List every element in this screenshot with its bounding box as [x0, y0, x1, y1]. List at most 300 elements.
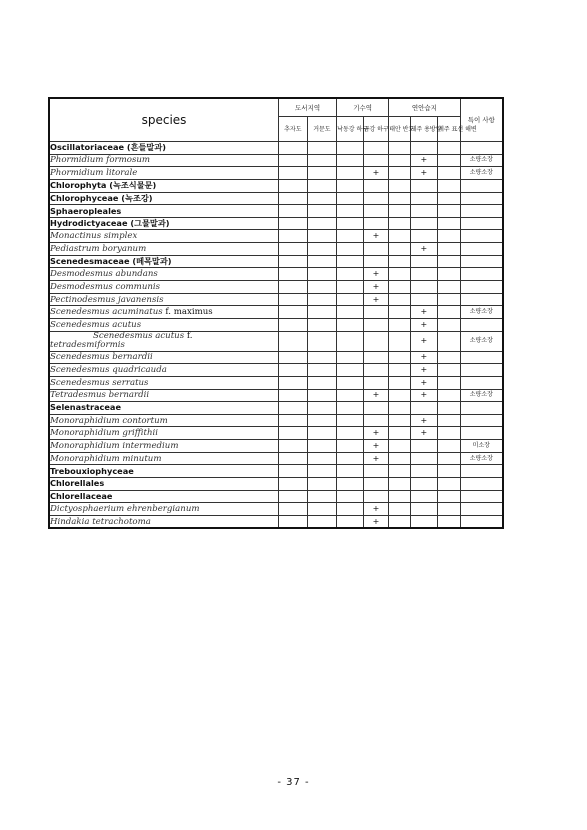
occurrence-cell — [307, 414, 337, 427]
occurrence-cell — [438, 293, 460, 306]
occurrence-cell — [337, 440, 364, 453]
occurrence-cell — [410, 230, 438, 243]
occurrence-cell — [307, 331, 337, 351]
occurrence-cell — [438, 167, 460, 180]
group-header-islands: 도서지역 — [279, 98, 337, 117]
occurrence-cell — [438, 427, 460, 440]
note-cell — [460, 402, 503, 415]
occurrence-cell — [438, 281, 460, 294]
occurrence-cell — [279, 376, 308, 389]
note-cell: 미소장 — [460, 440, 503, 453]
occurrence-cell — [438, 154, 460, 167]
occurrence-cell — [410, 217, 438, 230]
note-cell — [460, 281, 503, 294]
occurrence-cell — [410, 142, 438, 155]
table-row — [49, 465, 503, 478]
occurrence-cell — [410, 478, 438, 491]
occurrence-cell: + — [363, 452, 389, 465]
occurrence-cell — [337, 192, 364, 205]
occurrence-cell — [438, 205, 460, 218]
occurrence-cell — [363, 318, 389, 331]
occurrence-cell: + — [410, 376, 438, 389]
occurrence-cell — [279, 515, 308, 528]
occurrence-cell — [307, 293, 337, 306]
note-cell — [460, 243, 503, 256]
occurrence-cell — [363, 243, 389, 256]
occurrence-cell — [363, 364, 389, 377]
note-cell: 소량소장 — [460, 331, 503, 351]
taxon-name: Scenedesmus acuminatus — [50, 307, 163, 318]
occurrence-cell: + — [410, 318, 438, 331]
occurrence-cell — [438, 192, 460, 205]
note-cell: 소량소장 — [460, 154, 503, 167]
table-row — [49, 142, 503, 155]
occurrence-cell: + — [363, 167, 389, 180]
occurrence-cell — [307, 142, 337, 155]
taxon-group-name — [49, 217, 279, 230]
taxon-name: Phormidium formosum — [50, 155, 151, 166]
occurrence-cell — [389, 515, 410, 528]
occurrence-cell — [363, 490, 389, 503]
occurrence-cell — [337, 389, 364, 402]
occurrence-cell — [279, 490, 308, 503]
table-row — [49, 306, 503, 319]
occurrence-cell — [363, 351, 389, 364]
occurrence-cell — [279, 167, 308, 180]
species-name — [49, 452, 279, 465]
occurrence-cell — [363, 414, 389, 427]
taxon-name: Monoraphidium intermedium — [50, 440, 179, 451]
species-name — [49, 515, 279, 528]
note-cell — [460, 364, 503, 377]
occurrence-cell — [389, 452, 410, 465]
occurrence-cell — [337, 465, 364, 478]
occurrence-cell: + — [410, 331, 438, 351]
occurrence-cell — [337, 268, 364, 281]
species-occurrence-table — [48, 97, 504, 529]
species-name — [49, 376, 279, 389]
table-row — [49, 154, 503, 167]
taxon-name: Chlorellales — [50, 478, 105, 489]
occurrence-cell — [337, 376, 364, 389]
species-name — [49, 440, 279, 453]
site-header-jeju-yongbang: 제주 용방앞 — [410, 117, 438, 142]
taxon-name: Monoraphidium contortum — [50, 415, 168, 426]
taxon-name: Monoraphidium griffithii — [50, 428, 159, 439]
taxon-group-name — [49, 192, 279, 205]
occurrence-cell — [410, 281, 438, 294]
occurrence-cell — [307, 318, 337, 331]
note-cell — [460, 515, 503, 528]
occurrence-cell — [410, 402, 438, 415]
taxon-name: Desmodesmus communis — [50, 281, 161, 292]
occurrence-cell — [410, 268, 438, 281]
occurrence-cell — [279, 414, 308, 427]
table-row — [49, 440, 503, 453]
taxon-name: Dictyosphaerium ehrenbergianum — [50, 504, 200, 515]
occurrence-cell — [389, 179, 410, 192]
occurrence-cell — [279, 142, 308, 155]
table-row — [49, 293, 503, 306]
occurrence-cell — [410, 490, 438, 503]
note-cell — [460, 427, 503, 440]
occurrence-cell — [307, 167, 337, 180]
occurrence-cell — [389, 205, 410, 218]
occurrence-cell — [438, 465, 460, 478]
occurrence-cell — [438, 515, 460, 528]
occurrence-cell — [438, 440, 460, 453]
occurrence-cell — [438, 179, 460, 192]
taxon-name: Sphaeropleales — [50, 205, 122, 216]
table-row — [49, 179, 503, 192]
occurrence-cell — [337, 427, 364, 440]
taxon-name: Pectinodesmus javanensis — [50, 294, 164, 305]
occurrence-cell — [438, 389, 460, 402]
occurrence-cell — [279, 364, 308, 377]
taxon-name: Desmodesmus abundans — [50, 269, 158, 280]
taxon-name: Chlorellaceae — [50, 490, 113, 501]
occurrence-cell — [307, 503, 337, 516]
table-row — [49, 205, 503, 218]
occurrence-cell — [389, 230, 410, 243]
occurrence-cell — [337, 318, 364, 331]
taxon-group-name — [49, 490, 279, 503]
occurrence-cell — [410, 255, 438, 268]
occurrence-cell — [389, 351, 410, 364]
occurrence-cell — [438, 414, 460, 427]
occurrence-cell — [389, 376, 410, 389]
note-cell — [460, 465, 503, 478]
taxon-name: Chlorophyceae (녹조강) — [50, 192, 153, 203]
occurrence-cell — [363, 205, 389, 218]
occurrence-cell — [307, 217, 337, 230]
note-cell — [460, 255, 503, 268]
taxon-name: Hindakia tetrachotoma — [50, 516, 151, 527]
occurrence-cell — [438, 306, 460, 319]
species-name — [49, 331, 279, 351]
species-name — [49, 427, 279, 440]
occurrence-cell — [337, 331, 364, 351]
occurrence-cell — [410, 293, 438, 306]
species-name — [49, 414, 279, 427]
occurrence-cell — [389, 192, 410, 205]
occurrence-cell — [438, 351, 460, 364]
occurrence-cell — [307, 179, 337, 192]
occurrence-cell — [307, 478, 337, 491]
occurrence-cell — [410, 515, 438, 528]
taxon-group-name — [49, 402, 279, 415]
occurrence-cell — [337, 364, 364, 377]
occurrence-cell — [389, 293, 410, 306]
occurrence-cell — [438, 364, 460, 377]
table-row — [49, 478, 503, 491]
species-name — [49, 306, 279, 319]
occurrence-cell — [307, 306, 337, 319]
table-row — [49, 452, 503, 465]
occurrence-cell — [438, 452, 460, 465]
occurrence-cell — [389, 490, 410, 503]
taxon-name: Oscillatoriaceae (흔들말과) — [50, 142, 166, 153]
note-cell — [460, 503, 503, 516]
occurrence-cell — [363, 478, 389, 491]
taxon-name: Hydrodictyaceae (그물말과) — [50, 218, 170, 229]
occurrence-cell — [438, 243, 460, 256]
occurrence-cell — [438, 376, 460, 389]
table-row — [49, 331, 503, 351]
occurrence-cell — [307, 268, 337, 281]
occurrence-cell: + — [363, 427, 389, 440]
note-cell: 소량소장 — [460, 452, 503, 465]
occurrence-cell — [363, 306, 389, 319]
occurrence-cell — [389, 427, 410, 440]
species-name — [49, 243, 279, 256]
occurrence-cell — [279, 452, 308, 465]
occurrence-cell — [363, 255, 389, 268]
note-cell — [460, 192, 503, 205]
occurrence-cell — [389, 255, 410, 268]
occurrence-cell — [389, 389, 410, 402]
occurrence-cell — [438, 331, 460, 351]
occurrence-cell — [279, 306, 308, 319]
occurrence-cell — [363, 142, 389, 155]
occurrence-cell: + — [410, 306, 438, 319]
occurrence-cell — [279, 192, 308, 205]
occurrence-cell — [389, 331, 410, 351]
occurrence-cell — [307, 452, 337, 465]
occurrence-cell — [389, 364, 410, 377]
occurrence-cell — [279, 389, 308, 402]
occurrence-cell — [279, 154, 308, 167]
table-row — [49, 414, 503, 427]
taxon-name: Chlorophyta (녹조식물문) — [50, 180, 157, 191]
occurrence-cell — [307, 255, 337, 268]
table-row — [49, 230, 503, 243]
occurrence-cell — [389, 503, 410, 516]
taxon-name: Monoraphidium minutum — [50, 453, 162, 464]
occurrence-cell: + — [363, 230, 389, 243]
occurrence-cell — [307, 351, 337, 364]
table-row — [49, 281, 503, 294]
taxon-name: Scenedesmus acutus — [93, 331, 185, 342]
occurrence-cell — [279, 230, 308, 243]
occurrence-cell — [279, 179, 308, 192]
species-name — [49, 268, 279, 281]
occurrence-cell — [337, 402, 364, 415]
occurrence-cell — [279, 255, 308, 268]
taxon-name: Scenedesmaceae (떼목말과) — [50, 256, 172, 267]
occurrence-cell: + — [363, 281, 389, 294]
occurrence-cell: + — [410, 167, 438, 180]
taxon-group-name — [49, 179, 279, 192]
occurrence-cell — [389, 268, 410, 281]
table-row — [49, 427, 503, 440]
table-row — [49, 389, 503, 402]
site-header-geumgang: 금강 하구 — [363, 117, 389, 142]
occurrence-cell — [438, 142, 460, 155]
note-header: 특이 사항 — [460, 98, 503, 142]
occurrence-cell — [438, 503, 460, 516]
occurrence-cell: + — [410, 243, 438, 256]
taxon-group-name — [49, 465, 279, 478]
occurrence-cell — [307, 490, 337, 503]
occurrence-cell — [337, 205, 364, 218]
occurrence-cell — [438, 478, 460, 491]
occurrence-cell — [307, 205, 337, 218]
occurrence-cell — [363, 376, 389, 389]
table-row — [49, 192, 503, 205]
occurrence-cell — [307, 281, 337, 294]
occurrence-cell — [438, 268, 460, 281]
table-row — [49, 515, 503, 528]
site-header-geomundo: 거문도 — [307, 117, 337, 142]
occurrence-cell — [389, 281, 410, 294]
note-cell — [460, 230, 503, 243]
occurrence-cell — [279, 478, 308, 491]
note-cell: 소량소장 — [460, 306, 503, 319]
occurrence-cell — [389, 414, 410, 427]
occurrence-cell — [337, 293, 364, 306]
occurrence-cell — [307, 243, 337, 256]
occurrence-cell — [307, 440, 337, 453]
note-cell — [460, 490, 503, 503]
occurrence-cell — [337, 490, 364, 503]
occurrence-cell — [389, 306, 410, 319]
occurrence-cell — [337, 515, 364, 528]
taxon-name: Pediastrum boryanum — [50, 243, 147, 254]
occurrence-cell — [279, 465, 308, 478]
occurrence-cell — [279, 293, 308, 306]
occurrence-cell — [279, 351, 308, 364]
occurrence-cell — [307, 465, 337, 478]
occurrence-cell — [337, 142, 364, 155]
occurrence-cell — [337, 503, 364, 516]
species-header: species — [49, 98, 279, 142]
occurrence-cell — [337, 179, 364, 192]
occurrence-cell: + — [410, 351, 438, 364]
occurrence-cell — [279, 318, 308, 331]
group-header-coastal-wetland: 연안습지 — [389, 98, 460, 117]
occurrence-cell — [438, 230, 460, 243]
occurrence-cell — [337, 217, 364, 230]
occurrence-cell — [337, 167, 364, 180]
taxon-name: Selenastraceae — [50, 402, 121, 413]
occurrence-cell — [410, 179, 438, 192]
occurrence-cell — [337, 230, 364, 243]
table-row — [49, 255, 503, 268]
page-number: - 37 - — [277, 777, 310, 788]
occurrence-cell — [337, 351, 364, 364]
occurrence-cell — [279, 268, 308, 281]
note-cell — [460, 351, 503, 364]
occurrence-cell — [279, 331, 308, 351]
occurrence-cell — [389, 167, 410, 180]
note-cell: 소량소장 — [460, 167, 503, 180]
occurrence-cell — [363, 331, 389, 351]
occurrence-cell — [410, 465, 438, 478]
occurrence-cell — [363, 179, 389, 192]
occurrence-cell: + — [410, 389, 438, 402]
table-row — [49, 217, 503, 230]
taxon-group-name — [49, 478, 279, 491]
occurrence-cell: + — [363, 389, 389, 402]
table-row — [49, 490, 503, 503]
occurrence-cell — [410, 503, 438, 516]
species-name — [49, 230, 279, 243]
taxon-name-continued: tetradesmiformis — [50, 340, 125, 351]
species-name — [49, 154, 279, 167]
occurrence-cell — [389, 402, 410, 415]
occurrence-cell — [337, 478, 364, 491]
table-row — [49, 364, 503, 377]
occurrence-cell: + — [363, 503, 389, 516]
taxon-name: Scenedesmus acutus — [50, 319, 142, 330]
table-row — [49, 167, 503, 180]
species-name — [49, 503, 279, 516]
occurrence-cell — [438, 255, 460, 268]
occurrence-cell — [363, 192, 389, 205]
occurrence-cell — [307, 389, 337, 402]
taxon-rank-suffix: f. maximus — [162, 307, 213, 318]
species-name — [49, 293, 279, 306]
note-cell — [460, 179, 503, 192]
group-header-estuary: 기수역 — [337, 98, 389, 117]
species-name — [49, 389, 279, 402]
species-name — [49, 318, 279, 331]
occurrence-cell — [279, 427, 308, 440]
species-table-body — [49, 142, 503, 529]
occurrence-cell — [337, 306, 364, 319]
occurrence-cell — [389, 142, 410, 155]
occurrence-cell — [438, 402, 460, 415]
occurrence-cell — [307, 230, 337, 243]
occurrence-cell — [307, 515, 337, 528]
occurrence-cell — [410, 205, 438, 218]
occurrence-cell — [337, 281, 364, 294]
occurrence-cell: + — [363, 440, 389, 453]
occurrence-cell — [307, 364, 337, 377]
occurrence-cell: + — [410, 364, 438, 377]
table-row — [49, 503, 503, 516]
occurrence-cell: + — [410, 427, 438, 440]
occurrence-cell: + — [363, 515, 389, 528]
occurrence-cell: + — [363, 268, 389, 281]
taxon-name: Scenedesmus serratus — [50, 377, 149, 388]
species-name — [49, 281, 279, 294]
table-row — [49, 351, 503, 364]
table-row — [49, 243, 503, 256]
occurrence-cell — [337, 255, 364, 268]
taxon-rank-suffix: f. — [184, 331, 193, 342]
site-header-nakdong: 낙동강 하구 — [337, 117, 364, 142]
note-cell — [460, 376, 503, 389]
occurrence-cell — [307, 402, 337, 415]
occurrence-cell — [307, 427, 337, 440]
occurrence-cell — [307, 154, 337, 167]
site-header-taean: 태안 반도 — [389, 117, 410, 142]
table-row — [49, 402, 503, 415]
taxon-group-name — [49, 142, 279, 155]
occurrence-cell — [438, 318, 460, 331]
occurrence-cell — [410, 440, 438, 453]
occurrence-cell — [410, 452, 438, 465]
table-row — [49, 268, 503, 281]
site-header-chujado: 추자도 — [279, 117, 308, 142]
occurrence-cell — [279, 402, 308, 415]
occurrence-cell — [279, 205, 308, 218]
table-row — [49, 376, 503, 389]
taxon-name: Trebouxiophyceae — [50, 465, 134, 476]
occurrence-cell — [279, 281, 308, 294]
